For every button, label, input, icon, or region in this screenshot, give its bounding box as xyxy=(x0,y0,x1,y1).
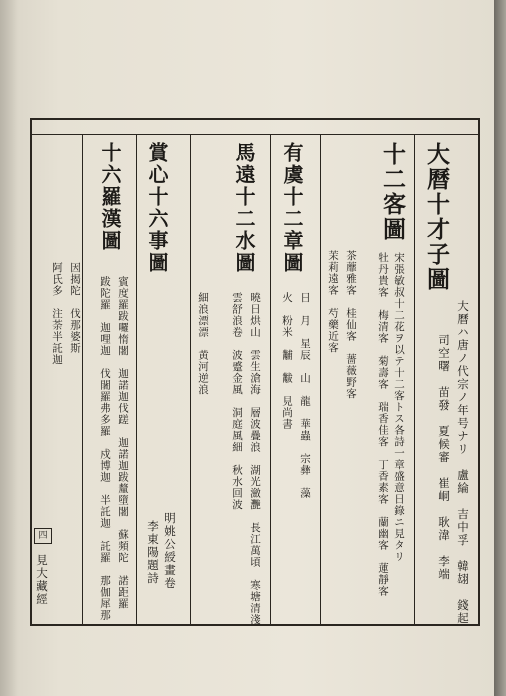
section-text-waters-3: 細浪漂漂 黄河逆浪 xyxy=(197,292,209,396)
section-text-guests-2: 牡丹貴客 梅清客 菊壽客 瑞香佳客 丁香素客 蘭幽客 蓮靜客 xyxy=(377,252,389,597)
section-title-twelve-waters: 馬遠十二水圖 xyxy=(232,142,256,274)
column-rule xyxy=(270,134,271,624)
section-text-waters-2: 雲舒浪卷 波蹙金風 洞庭風細 秋水回波 xyxy=(231,292,243,511)
section-text-emblems-1: 日 月 星辰 山 龍 華蟲 宗彝 藻 xyxy=(299,292,311,499)
section-text-guests-1: 宋張敏叔十二花ヲ以テ十二客トス各詩一章盛意日錄ニ見タリ xyxy=(393,252,405,563)
section-title-sixteen-pleasures: 賞心十六事圖 xyxy=(145,142,169,274)
top-inner-rule xyxy=(32,134,478,135)
section-text-guests-3: 茶蘼雅客 桂仙客 薔薇野客 xyxy=(345,250,357,400)
section-text-pleasures-1: 明姚公綬畫卷 xyxy=(163,512,177,590)
margin-rule xyxy=(82,134,83,624)
section-text-daili-1: 大曆ハ唐ノ代宗ノ年号ナリ 盧綸 吉中孚 韓翃 錢起 xyxy=(456,300,470,625)
section-text-arhats-4: 阿氏多 注荼半託迦 xyxy=(51,262,63,366)
section-source-arhats: 見大藏經 xyxy=(35,554,49,606)
section-text-waters-1: 曉日烘山 雲生滄海 層波疊浪 湖光瀲灧 長江萬頃 寒塘清淺 xyxy=(249,292,261,626)
book-edge xyxy=(494,0,506,696)
column-rule xyxy=(320,134,321,624)
section-text-daili-2: 司空曙 苗發 夏候審 崔峒 耿湋 李端 xyxy=(437,334,451,581)
page-gutter-shadow xyxy=(0,0,18,696)
section-title-twelve-emblems: 有虞十二章圖 xyxy=(280,142,304,274)
section-text-emblems-2: 火 粉米 黼 黻 見尚書 xyxy=(281,292,293,430)
section-text-arhats-1: 賓度羅跋囉惰闍 迦諾迦伐蹉 迦諾迦跋釐墮闍 蘇頻陀 諾距羅 xyxy=(117,276,129,610)
column-rule xyxy=(414,134,415,624)
section-text-arhats-2: 跋陀羅 迦哩迦 伐闍羅弗多羅 戍博迦 半託迦 託羅 那伽犀那 xyxy=(99,276,111,621)
page-number: 四 xyxy=(34,528,52,544)
column-rule xyxy=(136,134,137,624)
section-title-twelve-guests: 十二客圖 xyxy=(379,142,406,242)
section-title-sixteen-arhats: 十六羅漢圖 xyxy=(98,142,122,252)
column-rule xyxy=(190,134,191,624)
section-text-guests-4: 茉莉遠客 芍藥近客 xyxy=(327,250,339,354)
section-title-daili: 大曆十才子圖 xyxy=(423,142,450,292)
section-text-pleasures-2: 李東陽題詩 xyxy=(146,520,160,585)
section-text-arhats-3: 因揭陀 伐那婆斯 xyxy=(69,262,81,354)
